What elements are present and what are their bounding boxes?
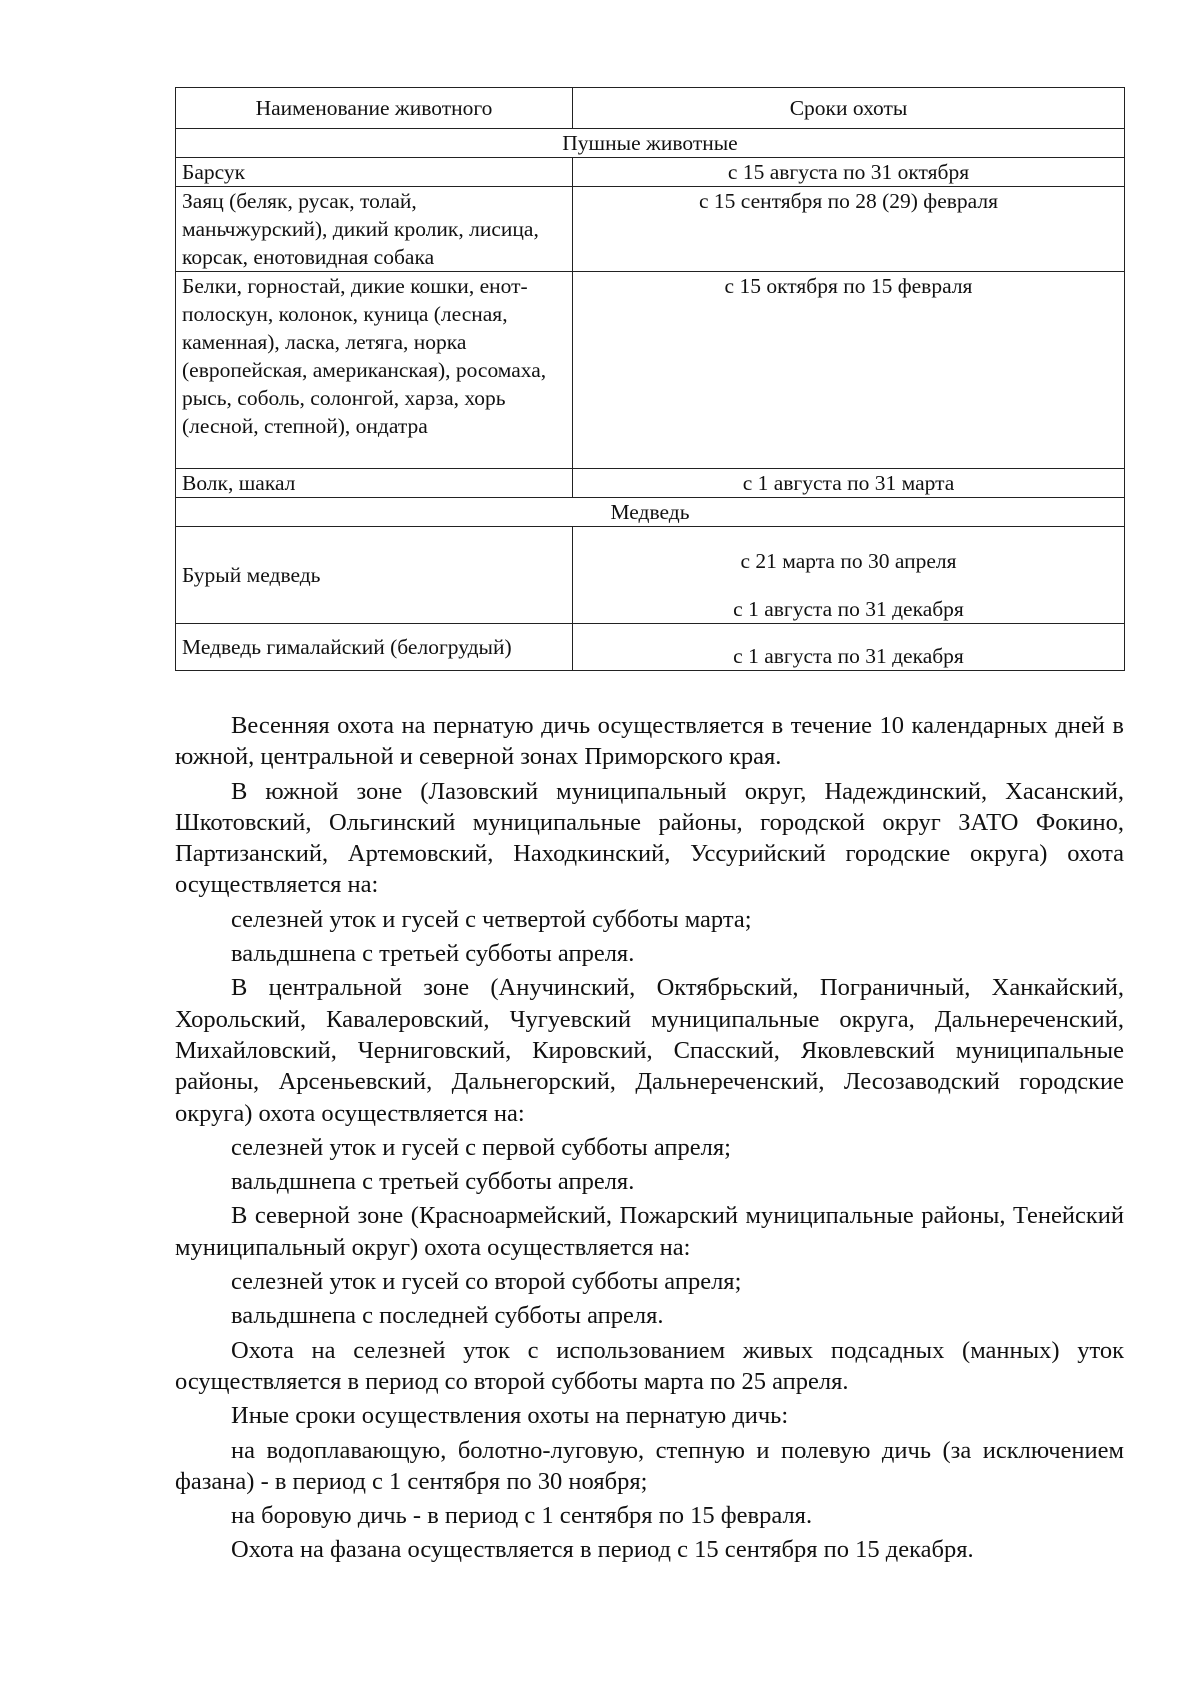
list-item: на боровую дичь - в период с 1 сентября по 15 февраля.: [231, 1502, 813, 1530]
paragraph: Охота на селезней уток с использованием живых подсадных (манных) уток осуществляется в период со второй субботы марта по 25 апреля.: [175, 1336, 1124, 1395]
period-line: с 15 октября по 15 февраля: [724, 274, 973, 298]
period-line: с 15 сентября по 28 (29) февраля: [698, 189, 999, 213]
list-item: селезней уток и гусей с первой субботы апреля;: [231, 1133, 731, 1161]
animal-name: Белки, горностай, дикие кошки, енот-полоскун, колонок, куница (лесная, каменная), ласка, летяга, норка (европейская, американская), росомаха, рысь, соболь, солонгой, харза, хорь (лесной, степной), ондатра: [176, 272, 573, 469]
animal-name: Бурый медведь: [176, 527, 573, 624]
period-line: с 1 августа по 31 декабря: [733, 644, 964, 668]
hunting-period: [573, 158, 1125, 187]
table-row: [176, 272, 1125, 469]
paragraph: В северной зоне (Красноармейский, Пожарский муниципальные районы, Тенейский муниципальный округ) охота осуществляется на:: [175, 1202, 1124, 1261]
period-line: с 21 марта по 30 апреля: [740, 549, 957, 573]
period-line: с 15 августа по 31 октября: [727, 160, 970, 184]
hunting-period: [573, 272, 1125, 469]
table-row: [176, 527, 1125, 624]
list-item: на водоплавающую, болотно-луговую, степную и полевую дичь (за исключением фазана) - в период с 1 сентября по 30 ноября;: [175, 1436, 1124, 1495]
hunting-period: [573, 527, 1125, 624]
column-header-animal: Наименование животного: [176, 88, 573, 129]
hunting-period: [573, 187, 1125, 272]
section-row: [176, 498, 1125, 527]
table-row: [176, 469, 1125, 498]
section-title-fur-animals: Пушные животные: [176, 129, 1125, 158]
paragraph: В южной зоне (Лазовский муниципальный округ, Надеждинский, Хасанский, Шкотовский, Ольгинский муниципальные районы, городской округ ЗАТО Фокино, Партизанский, Артемовский, Находкинский, Уссурийский городские округа) охота осуществляется на:: [175, 777, 1124, 899]
animal-name: Медведь гималайский (белогрудый): [176, 624, 573, 671]
animal-name: Заяц (беляк, русак, толай, маньчжурский), дикий кролик, лисица, корсак, енотовидная собака: [176, 187, 573, 272]
list-item: вальдшнепа с третьей субботы апреля.: [231, 1168, 635, 1196]
animal-name: Барсук: [176, 158, 573, 187]
list-item: вальдшнепа с третьей субботы апреля.: [231, 940, 635, 968]
table-header-row: [176, 88, 1125, 129]
period-line: с 1 августа по 31 декабря: [733, 597, 964, 621]
list-item: вальдшнепа с последней субботы апреля.: [231, 1302, 664, 1330]
list-item: селезней уток и гусей со второй субботы апреля;: [231, 1268, 742, 1296]
hunting-period: [573, 624, 1125, 671]
paragraph: Весенняя охота на пернатую дичь осуществляется в течение 10 календарных дней в южной, центральной и северной зонах Приморского края.: [175, 712, 1124, 771]
section-row: [176, 129, 1125, 158]
table-row: [176, 158, 1125, 187]
animal-name: Волк, шакал: [176, 469, 573, 498]
hunting-periods-table: [175, 87, 1125, 671]
list-item: селезней уток и гусей с четвертой субботы марта;: [231, 905, 752, 933]
paragraph: Иные сроки осуществления охоты на пернатую дичь:: [231, 1402, 789, 1430]
table-row: [176, 624, 1125, 671]
section-title-bear: Медведь: [176, 498, 1125, 527]
paragraph: Охота на фазана осуществляется в период с 15 сентября по 15 декабря.: [231, 1536, 974, 1564]
paragraph: В центральной зоне (Анучинский, Октябрьский, Пограничный, Ханкайский, Хорольский, Кавалеровский, Чугуевский муниципальные округа, Дальнереченский, Михайловский, Черниговский, Кировский, Спасский, Яковлевский муниципальные районы, Арсеньевский, Дальнегорский, Дальнереченский, Лесозаводский городские округа) охота осуществляется на:: [175, 974, 1124, 1127]
period-line: с 1 августа по 31 марта: [742, 471, 955, 495]
body-text: [175, 710, 1124, 1566]
hunting-period: [573, 469, 1125, 498]
column-header-period: Сроки охоты: [573, 88, 1125, 129]
table-row: [176, 187, 1125, 272]
